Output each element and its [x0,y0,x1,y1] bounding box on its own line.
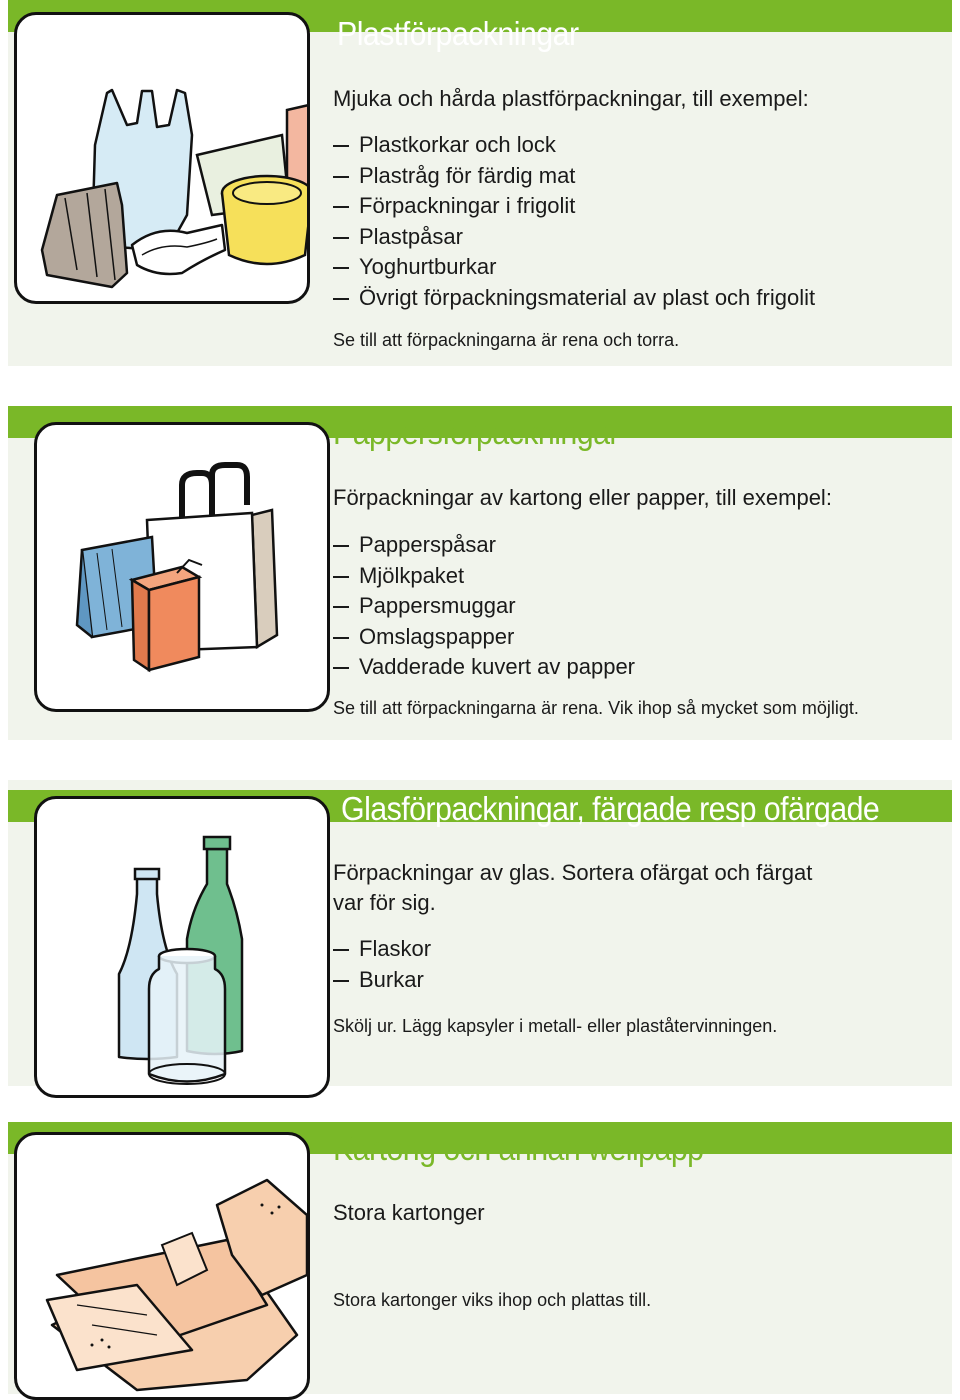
plastic-packaging-illustration [17,15,307,301]
cardboard-illustration-card [14,1132,310,1400]
list-item: Förpackningar i frigolit [333,191,815,222]
list-item: Övrigt förpackningsmaterial av plast och frigolit [333,283,815,314]
section-title-plastic: Plastförpackningar [337,15,579,52]
list-item: Yoghurtburkar [333,252,815,283]
section-title-paper: Pappersförpackningar [333,414,620,451]
list-item: Plastkorkar och lock [333,130,815,161]
section-intro-plastic: Mjuka och hårda plastförpackningar, till exempel: [333,86,809,111]
section-note-paper: Se till att förpackningarna är rena. Vik ihop så mycket som möjligt. [333,698,859,718]
section-intro-glass [333,858,812,918]
item-list-paper [333,530,635,683]
list-item: Vadderade kuvert av papper [333,652,635,683]
intro-line: var för sig. [333,890,436,915]
list-item: Papperspåsar [333,530,635,561]
intro-line: Förpackningar av glas. Sortera ofärgat och färgat [333,860,813,885]
section-note-plastic: Se till att förpackningarna är rena och torra. [333,330,680,350]
glass-illustration-card [34,796,330,1098]
section-intro-paper: Förpackningar av kartong eller papper, till exempel: [333,485,832,510]
section-plastic [8,0,952,366]
cardboard-illustration [17,1135,307,1397]
list-item: Plastråg för färdig mat [333,161,815,192]
section-paper [8,406,952,740]
glass-packaging-illustration [37,799,327,1095]
list-item: Omslagspapper [333,622,635,653]
paper-packaging-illustration [37,425,327,709]
list-item: Burkar [333,965,431,996]
plastic-illustration-card [14,12,310,304]
section-note-glass: Skölj ur. Lägg kapsyler i metall- eller plaståtervinningen. [333,1016,778,1036]
paper-illustration-card [34,422,330,712]
list-item: Flaskor [333,934,431,965]
item-list-plastic [333,130,815,314]
section-cardboard [8,1122,952,1394]
list-item: Pappersmuggar [333,591,635,622]
list-item: Plastpåsar [333,222,815,253]
section-title-glass: Glasförpackningar, färgade resp ofärgade [341,790,880,827]
item-list-glass [333,934,431,995]
section-note-cardboard: Stora kartonger viks ihop och plattas till. [333,1290,652,1310]
list-item: Mjölkpaket [333,561,635,592]
section-glass [8,780,952,1086]
section-title-cardboard: Kartong och annan wellpapp [333,1130,704,1167]
section-intro-cardboard: Stora kartonger [333,1200,485,1225]
